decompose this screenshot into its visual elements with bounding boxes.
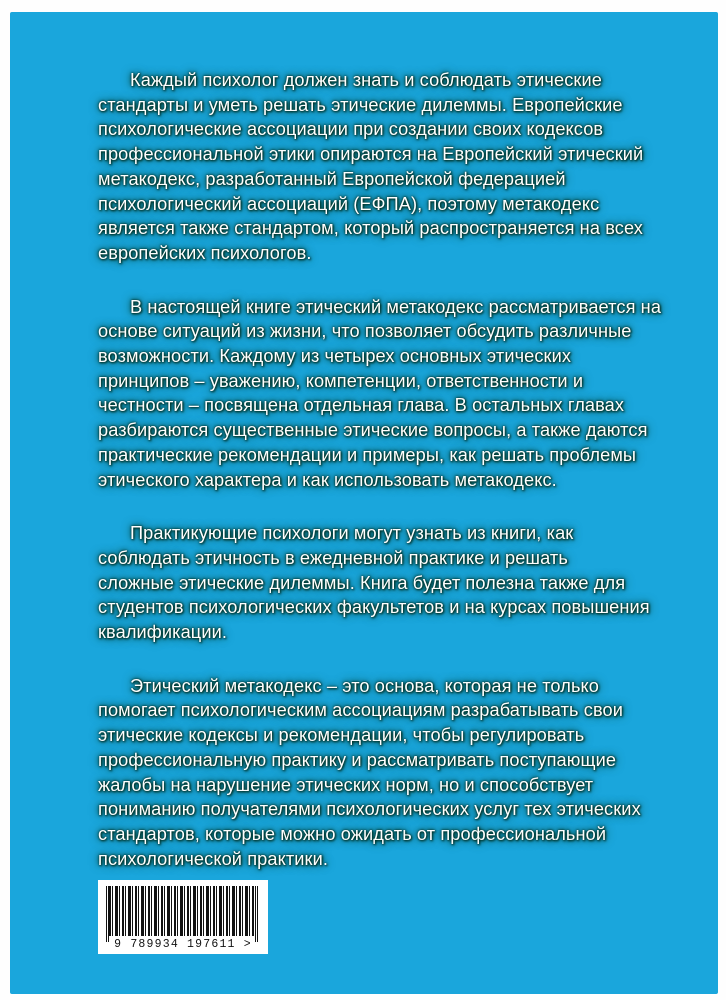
line: европейских психологов. <box>98 242 312 263</box>
line: помогает психологическим ассоциациям разрабатывать свои <box>98 700 623 721</box>
line: стандартов, которые можно ожидать от профессиональной <box>98 823 607 844</box>
line: Каждый психолог должен знать и соблюдать этические <box>130 70 602 90</box>
line: квалификации. <box>98 622 227 643</box>
back-cover <box>10 12 718 994</box>
blurb-text <box>98 68 678 900</box>
blurb-paragraph-2 <box>98 295 678 493</box>
line: профессиональную практику и рассматривать поступающие <box>98 749 617 770</box>
line: жалобы на нарушение этических норм, но и способствует <box>98 774 594 795</box>
blurb-paragraph-4 <box>98 674 678 872</box>
line: практические рекомендации и примеры, как решать проблемы <box>98 444 637 465</box>
line: метакодекс, разработанный Европейской федерацией <box>98 168 566 189</box>
line: В настоящей книге этический метакодекс рассматривается на <box>130 296 662 317</box>
blurb-paragraph-3 <box>98 521 678 645</box>
line: является также стандартом, который распространяется на всех <box>98 218 643 239</box>
line: психологический ассоциаций (ЕФПА), поэтому метакодекс <box>98 193 600 214</box>
line: студентов психологических факультетов и на курсах повышения <box>98 597 650 618</box>
blurb-paragraph-1 <box>98 68 678 266</box>
line: Практикующие психологи могут узнать из книги, как <box>130 523 574 544</box>
line: пониманию получателями психологических услуг тех этических <box>98 799 641 820</box>
line: соблюдать этичность в ежедневной практике и решать <box>98 547 568 568</box>
line: принципов – уважению, компетенции, ответственности и <box>98 370 584 391</box>
line: стандарты и уметь решать этические дилеммы. Европейские <box>98 94 623 115</box>
line: психологической практики. <box>98 848 329 869</box>
barcode-bars <box>106 886 258 936</box>
line: Этический метакодекс – это основа, которая не только <box>130 675 599 696</box>
line: профессиональной этики опираются на Европейский этический <box>98 144 644 165</box>
line: этического характера и как использовать метакодекс. <box>98 469 557 490</box>
line: этические кодексы и рекомендации, чтобы регулировать <box>98 725 585 746</box>
isbn-barcode <box>98 880 268 954</box>
barcode-digits: 9 789934 197611 > <box>114 938 252 951</box>
line: психологические ассоциации при создании своих кодексов <box>98 119 604 140</box>
line: сложные этические дилеммы. Книга будет полезна также для <box>98 572 626 593</box>
line: честности – посвящена отдельная глава. В остальных главах <box>98 395 625 416</box>
line: основе ситуаций из жизни, что позволяет обсудить различные <box>98 321 632 342</box>
line: разбираются существенные этические вопросы, а также даются <box>98 420 648 441</box>
line: возможности. Каждому из четырех основных этических <box>98 346 572 367</box>
